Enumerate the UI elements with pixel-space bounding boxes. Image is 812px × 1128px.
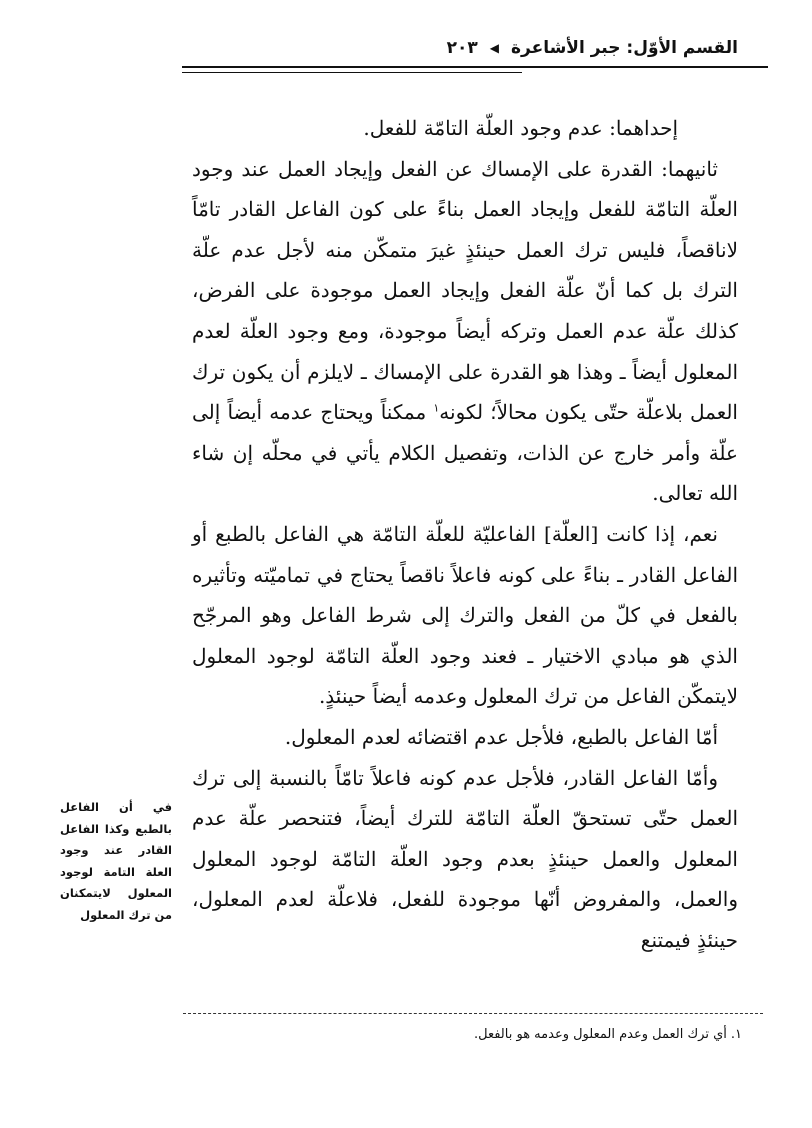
footnote-number: ١. [730, 1027, 742, 1042]
footnote-divider [183, 1013, 763, 1014]
paragraph-4: أمّا الفاعل بالطبع، فلأجل عدم اقتضائه لعدم المعلول. [284, 724, 718, 749]
paragraph-5: وأمّا الفاعل القادر، فلأجل عدم كونه فاعلاً تامّاً بالنسبة إلى ترك العمل حتّى تستحقّ العلّة التامّة للترك أيضاً، فتنحصر علّة عدم المعلول والعمل حينئذٍ بعدم وجود العلّة التامّة لوجود المعلول والعمل، والمفروض أنّها موجودة للفعل، فلاعلّة لعدم المعلول، حينئذٍ فيمتنع [192, 765, 738, 952]
paragraph-2 [192, 149, 738, 514]
paragraph-1: إحداهما: عدم وجود العلّة التامّة للفعل. [363, 116, 678, 140]
margin-note: في أن الفاعل بالطبع وكذا الفاعل القادر عند وجود العلة التامة لوجود المعلول لايتمكنان من ترك المعلول [60, 800, 172, 922]
paragraph-2-part-b: ممكناً ويحتاج عدمه أيضاً إلى علّة وأمر خارج عن الذات، وتفصيل الكلام يأتي في محلّه إن شاء الله تعالى. [192, 400, 738, 506]
footnote-marker[interactable]: ١ [433, 401, 440, 415]
paragraph-3: نعم، إذا كانت [العلّة] الفاعليّة للعلّة التامّة هي الفاعل بالطبع أو الفاعل القادر ـ بناءً على كونه فاعلاً ناقصاً يحتاج في تماميّته وتأثيره بالفعل في كلّ من الفعل والترك إلى شرط الفاعل وهو المرجّح الذي هو مبادي الاختيار ـ فعند وجود العلّة التامّة لوجود المعلول لايتمكّن الفاعل من ترك المعلول وعدمه أيضاً حينئذٍ. [192, 521, 738, 709]
header-rule-thin [182, 72, 522, 73]
triangle-left-icon: ◀ [489, 41, 499, 55]
footnote [182, 1024, 742, 1046]
running-header [178, 34, 738, 62]
main-text [192, 108, 738, 960]
page-number: ٢٠٣ [446, 38, 478, 58]
paragraph-2-part-a: ثانيهما: القدرة على الإمساك عن الفعل وإيجاد العمل عند وجود العلّة التامّة للفعل وإيجاد العمل بناءً على كون الفاعل القادر تامّاً لاناقصاً، فليس ترك العمل حينئذٍ غيرَ متمكّن منه لأجل عدم علّة الترك بل كما أنّ علّة الفعل وإيجاد العمل موجودة على الفرض، كذلك علّة عدم العمل وتركه أيضاً موجودة، ومع وجود العلّة لعدم المعلول أيضاً ـ وهذا هو القدرة على الإمساك ـ لايلزم أن يكون ترك العمل بلاعلّة حتّى يكون محالاً؛ لكونه [192, 156, 738, 425]
header-rule-thick [182, 66, 768, 68]
footnote-text: أي ترك العمل وعدم المعلول وعدمه هو بالفعل. [473, 1027, 727, 1042]
header-title: القسم الأوّل: جبر الأشاعرة [510, 38, 738, 58]
